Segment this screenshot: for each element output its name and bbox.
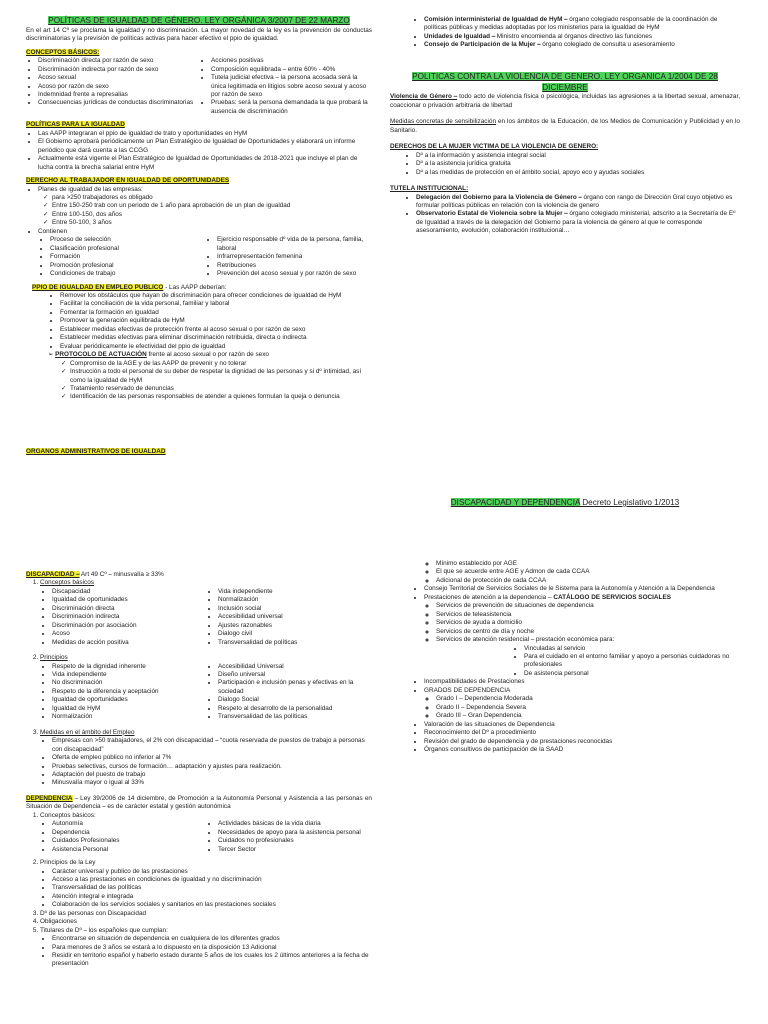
list-item: • Respeto al desarrollo de la personalidad: [218, 705, 372, 713]
discapacidad-list: 1. Conceptos básicos • Discapacidad • Igualdad de oportunidades • Discriminación directa • Discriminación indirecta • Discriminación por asociación • Acoso • Medidas de acción positiva • Vida independiente • Normalización • Inclusión social • Accesibilidad universal • Ajustes razonables • Dialogo civil • Transversalidad de políticas: [26, 579, 372, 647]
list-item: • Reconocimiento del Dº a procedimiento: [424, 729, 740, 737]
list-item: ◦ Servicios de prevención de situaciones de dependencia: [436, 602, 740, 610]
list-item: • Evaluar periódicamente le efectividad del ppio de igualdad: [60, 343, 372, 351]
list-item: ◦ Grado III – Gran Dependencia: [436, 712, 740, 720]
list-item: • Tercer Sector: [218, 846, 372, 854]
list-item: • Consecuencias jurídicas de conductas discriminatorias: [38, 99, 199, 107]
list-item: • Colaboración de los servicios sociales y sanitarios en las prestaciones sociales: [52, 901, 372, 909]
list-item: ◦ Grado II – Dependencia Severa: [436, 704, 740, 712]
intro-paragraph: En el art 14 Cº se proclama la igualdad y no discriminación. La mayor novedad de la ley es la prevención de conductas discriminatorias y la previsión de políticas activas para hacer efectivo el ppio de igualdad.: [26, 26, 372, 43]
list-item: • Normalización: [218, 596, 372, 604]
list-item: ✓ Entre 100-150, dos años: [52, 211, 372, 219]
list-item: ✓ Tratamiento reservado de denuncias: [70, 385, 372, 393]
list-item: • Vida independiente: [218, 588, 372, 596]
derechos-list: [390, 152, 740, 177]
list-item: • No discriminación: [52, 679, 206, 687]
list-item: • Igualdad de oportunidades: [52, 696, 206, 704]
bottom-left-column: [26, 571, 372, 969]
left-column: [26, 16, 372, 456]
list-item: • Indemnidad frente a represalias: [38, 91, 199, 99]
principios-block: 2. Principios • Respeto de la dignidad inherente • Vida independiente • No discriminación • Respeto de la diferencia y aceptación • Igualdad de oportunidades • Igualdad de HyM • Normalización • Accesibilidad Universal • Diseño universal • Participación e inclusión penas y efectivas en la sociedad • Dialogo Social • Respeto al desarrollo de la personalidad • Transversalidad de las políticas: [26, 654, 372, 722]
list-item: ◦ Servicios de teleasistencia: [436, 611, 740, 619]
list-item: • Transversalidad de políticas: [218, 639, 372, 647]
list-item: • Pruebas: será la persona demandada la que probará la ausencia de discriminación: [211, 99, 372, 116]
list-item: • Igualdad de HyM: [52, 705, 206, 713]
dependencia-heading: DEPENDENCIA ⎯ Ley 39/2006 de 14 diciembre, de Promoción a la Autonomía Personal y Asistencia a las personas en Situación de Dependencia ⎯ es de carácter estatal y gestión autonómica: [26, 794, 372, 811]
list-item: • Carácter universal y publico de las prestaciones: [52, 868, 372, 876]
list-item: • Dº a la información y asistencia integral social: [416, 152, 740, 160]
list-item: • Revisión del grado de dependencia y de prestaciones reconocidas: [424, 738, 740, 746]
list-item: • Prevención del acoso sexual y por razón de sexo: [217, 270, 372, 278]
conceptos-list-b: [199, 57, 372, 116]
list-item: • Clasificación profesional: [50, 245, 205, 253]
list-item: ✓ para >250 trabajadores es obligado: [52, 194, 372, 202]
protocolo-list: [48, 360, 372, 402]
conceptos-lists: [26, 57, 372, 116]
list-item: • Adaptación del puesto de trabajo: [52, 771, 372, 779]
list-item: ✓ Entre 150-250 trab con un periodo de 1 año para aprobación de un plan de igualdad: [52, 202, 372, 210]
planes-list: [38, 194, 372, 228]
list-item: • Asistencia Personal: [52, 846, 206, 854]
list-item: • Autonomía: [52, 820, 206, 828]
list-item: • Acoso por razón de sexo: [38, 83, 199, 91]
list-item: • Vida independiente: [52, 671, 206, 679]
list-item: • Medidas de acción positiva: [52, 639, 206, 647]
list-item: • Accesibilidad universal: [218, 613, 372, 621]
list-item: • Composición equilibrada ⎯ entre 60% - 40%: [211, 66, 372, 74]
pr-list-a: [40, 663, 206, 722]
list-item: • Discriminación por asociación: [52, 622, 206, 630]
final-list: [390, 721, 740, 755]
list-item: • Dº a las medidas de protección en el ámbito social, apoyo eco y ayudas sociales: [416, 169, 740, 177]
pr-list-b: [206, 663, 372, 722]
derecho-heading: DERECHO AL TRABAJADOR EN IGUALDAD DE OPORTUNIDADES: [26, 177, 230, 185]
politicas-heading: POLÍTICAS PARA LA IGUALDAD: [26, 121, 125, 129]
list-item: • Observatorio Estatal de Violencia sobre la Mujer ⎯ órgano colegiado ministerial, adscrito a la Secretaría de Eº de Igualdad a través de la delegación del Gobierno para la violencia de género al que le corresponde asesoramiento, evolución, colaboración institucional…: [416, 210, 740, 235]
discapacidad-heading: DISCAPACIDAD ⎯ Art 49 Cº ⎯ minusvalía ≥ 33%: [26, 571, 164, 578]
list-item: • Las AAPP integraran el ppio de igualdad de trato y oportunidades en HyM: [38, 130, 372, 138]
list-item: • Promover la generación equilibrada de HyM: [60, 317, 372, 325]
servicios-list: [424, 602, 740, 644]
list-item: • Necesidades de apoyo para la asistencia personal: [218, 829, 372, 837]
list-item: • Discriminación indirecta por razón de sexo: [38, 66, 199, 74]
list-item: ◦ Grado I – Dependencia Moderada: [436, 695, 740, 703]
list-item: • Actualmente está vigente el Plan Estratégico de Igualdad de Oportunidades de 2018-2021 que incluye el plan de lucha contra la brecha salarial entre HyM: [38, 155, 372, 172]
list-item: ◦ Servicios de centro de día y noche: [436, 628, 740, 636]
list-item: • Diseño universal: [218, 671, 372, 679]
dependencia-list: 1. Conceptos básicos: • Autonomía • Dependencia • Cuidados Profesionales • Asistencia Personal • Actividades básicas de la vida diaria • Necesidades de apoyo para la asistencia personal • Cuidados no profesionales • Tercer Sector 2. Principios de la Ley • Carácter universal y publico de las prestaciones • Acceso a las prestaciones en condiciones de igualdad y no discriminación • Transversalidad de las políticas • Atención integral e integrada • Colaboración de los servicios sociales y sanitarios en las prestaciones sociales 3. Dº de las personas con Discapacidad 4. Obligaciones 5. Titulares de Dº ⎯ los españoles que cumplan: • Encontrarse en situación de dependencia en cualquiera de los diferentes grados • Para menores de 3 años se estará a lo dispuesto en la disposición 13 Adicional • Residir en territorio español y haberlo estado durante 5 años de los cuales los 2 últimos anteriores a la fecha de presentación: [26, 812, 372, 969]
right-column: [390, 16, 740, 236]
bottom-right-column: [390, 560, 740, 754]
ppio-heading: PPIO DE IGUALDAD EN EMPLEO PUBLICO - Las AAPP deberían:: [32, 283, 227, 291]
list-item: ◦ Servicios de atención residencial ⎯ prestación económica para:: [436, 636, 740, 644]
conceptos-list-a: [26, 57, 199, 108]
list-item: • Establecer medidas efectivas de protección frente al acoso sexual o por razón de sexo: [60, 326, 372, 334]
list-item: • Retribuciones: [217, 262, 372, 270]
list-item: • Dº a la asistencia jurídica gratuita: [416, 160, 740, 168]
list-item: ✓ Entre 50-100, 3 años: [52, 219, 372, 227]
politicas-list: [26, 130, 372, 172]
list-item: • Comisión interministerial de Igualdad de HyM ⎯ órgano colegiado responsable de la coordinación de políticas públicas y medidas adoptadas por los ministerios para la igualdad de HyM: [424, 16, 740, 33]
list-item: • Encontrarse en situación de dependencia en cualquiera de los diferentes grados: [52, 935, 372, 943]
dep-principios-list: [40, 868, 372, 910]
list-item: • Valoración de las situaciones de Dependencia: [424, 721, 740, 729]
list-item: • Unidades de Igualdad ⎯ Ministro encomienda al órganos directivo las funciones: [424, 33, 740, 41]
contienen-list-a: [38, 236, 205, 278]
violencia-definition: Violencia de Género ⎯ todo acto de violencia física o psicológica, incluidas las agresiones a la libertad sexual, amenazar, coaccionar o privación arbitraria de libertad: [390, 93, 740, 109]
list-item: ✓ Instrucción a todo el personal de su deber de respetar la dignidad de las personas y si dº intimidad, así como la igualdad de HyM: [70, 368, 372, 385]
list-item: • El Gobierno aprobará periódicamente un Plan Estratégico de Igualdad de Oportunidades y elaborará un informe periódico que dará cuenta a las CCGG: [38, 138, 372, 155]
servicios-sub-list: [424, 645, 740, 679]
derecho-list: [26, 186, 372, 279]
empleo-list: [40, 737, 372, 788]
list-item: ◦ Servicios de ayuda a domicilio: [436, 619, 740, 627]
list-item: • Atención integral e integrada: [52, 893, 372, 901]
list-item: • Accesibilidad Universal: [218, 663, 372, 671]
organos-list: [390, 16, 740, 50]
list-item: • Participación e inclusión penas y efectivas en la sociedad: [218, 679, 372, 696]
dep-cb-list-a: [40, 820, 206, 854]
dependencia-right-list: • Consejo Territorial de Servicios Sociales de le Sistema para la Autonomía y Atención a la Dependencia • Prestaciones de atención a la dependencia – CATÁLOGO DE SERVICIOS SOCIALES ◦ Servicios de prevención de situaciones de dependencia ◦ Servicios de teleasistencia ◦ Servicios de ayuda a domicilio ◦ Servicios de centro de día y noche ◦ Servicios de atención residencial ⎯ prestación económica para: • Vinculadas al servicio • Para el cuidado en el entorno familiar y apoyo a personas cuidadoras no profesionales • De asistencia personal • Incompatibilidades de Prestaciones • GRADOS DE DEPENDENCIA ◦ Grado I – Dependencia Moderada ◦ Grado II – Dependencia Severa ◦ Grado III – Gran Dependencia: [390, 585, 740, 720]
section-title-violencia: POLITICAS CONTRA LA VIOLENCIA DE GENERO. LEY ORGANICA 1/2004 DE 28 DICIEMBRE: [412, 71, 718, 92]
derechos-heading: DERECHOS DE LA MUJER VICTIMA DE LA VIOLENCIA DE GENERO:: [390, 143, 599, 151]
list-item: • Inclusión social: [218, 605, 372, 613]
list-item: • De asistencia personal: [524, 670, 740, 678]
list-item: • Fomentar la formación en igualdad: [60, 309, 372, 317]
list-item: • Cuidados no profesionales: [218, 837, 372, 845]
list-item: • Tutela judicial efectiva – la persona acosada será la única legitimada en litigios sobre acoso sexual y acoso por razón de sexo: [211, 74, 372, 99]
list-item: • Respeto de la dignidad inherente: [52, 663, 206, 671]
contienen-list-b: [205, 236, 372, 278]
list-item: • Ejercicio responsable dº vida de la persona, familia, laboral: [217, 236, 372, 253]
list-item: • Residir en territorio español y haberlo estado durante 5 años de los cuales los 2 últimos anteriores a la fecha de presentación: [52, 952, 372, 969]
list-item: ◦ Mínimo establecido por AGE: [436, 560, 740, 568]
tutela-list: [390, 194, 740, 236]
list-item: ◦ El que se acuerde entre AGE y Admon de cada CCAA: [436, 568, 740, 576]
medidas-paragraph: Medidas concretas de sensibilización en los ámbitos de la Educación, de los Medios de Comunicación y Publicidad y en lo Sanitario.: [390, 118, 740, 134]
list-item: • Ajustes razonables: [218, 622, 372, 630]
list-item: • Discriminación directa por razón de sexo: [38, 57, 199, 65]
list-item: • Acceso a las prestaciones en condiciones de igualdad y no discriminación: [52, 876, 372, 884]
list-item: • Discriminación directa: [52, 605, 206, 613]
list-item: • Respeto de la diferencia y aceptación: [52, 688, 206, 696]
list-item: • Vinculadas al servicio: [524, 645, 740, 653]
list-item: • Remover los obstáculos que hayan de discriminación para ofrecer condiciones de igualdad de HyM: [60, 292, 372, 300]
list-item: • Acoso sexual: [38, 74, 199, 82]
list-item: • Delegación del Gobierno para la Violencia de Género ⎯ órgano con rango de Dirección Gral cuyo objetivo es formular políticas públicas en relación con la violencia de genero: [416, 194, 740, 211]
tutela-heading: TUTELA INSTITUCIONAL:: [390, 185, 469, 193]
protocolo-block: ➢ PROTOCOLO DE ACTUACIÓN frente al acoso sexual o por razón de sexo ✓ Compromiso de la AGE y de las AAPP de prevenir y no tolerar ✓ Instrucción a todo el personal de su deber de respetar la dignidad de las personas y si dº intimidad, así como la igualdad de HyM ✓ Tratamiento reservado de denuncias ✓ Identificación de las personas responsables de atender a quienes formulan la queja o denuncia: [26, 351, 372, 402]
empleo-block: 3. Medidas en el ámbito del Empleo • Empresas con >50 trabajadores, el 2% con discapacidad ⎯ “cuota reservada de puestos de trabajo a personas con discapacidad” • Oferta de empleo público no inferior al 7% • Pruebas selectivas, cursos de formación… adaptación y ajustes para realización. • Adaptación del puesto de trabajo • Minusvalía mayor o igual al 33%: [26, 729, 372, 788]
section-title-igualdad: POLÍTICAS DE IGUALDAD DE GÉNERO. LEY ORGÁNICA 3/2007 DE 22 MARZO: [48, 16, 350, 25]
list-item: • Dialogo civil: [218, 630, 372, 638]
list-item: • Transversalidad de las políticas: [52, 884, 372, 892]
list-item: • Actividades básicas de la vida diaria: [218, 820, 372, 828]
cb-list-a: [40, 588, 206, 647]
list-item: • Contienen • Proceso de selección • Clasificación profesional • Formación • Promoción profesional • Condiciones de trabajo • Ejercicio responsable dº vida de la persona, familia, laboral • Infrarrepresentación femenina • Retribuciones • Prevención del acoso sexual y por razón de sexo: [38, 228, 372, 279]
cb-list-b: [206, 588, 372, 647]
list-item: • Discapacidad: [52, 588, 206, 596]
list-item: • Discriminación indirecta: [52, 613, 206, 621]
list-item: • Cuidados Profesionales: [52, 837, 206, 845]
list-item: • Oferta de empleo público no inferior al 7%: [52, 754, 372, 762]
list-item: • Formación: [50, 253, 205, 261]
list-item: • Consejo de Participación de la Mujer ⎯ órgano colegiado de consulta u asesoramiento: [424, 41, 740, 49]
list-item: • Facilitar la conciliación de la vida personal, familiar y laboral: [60, 300, 372, 308]
list-item: • Pruebas selectivas, cursos de formación… adaptación y ajustes para realización.: [52, 763, 372, 771]
list-item: • Minusvalía mayor o igual al 33%: [52, 779, 372, 787]
list-item: • Normalización: [52, 713, 206, 721]
dep-cb-list-b: [206, 820, 372, 854]
list-item: • Condiciones de trabajo: [50, 270, 205, 278]
list-item: ✓ Compromiso de la AGE y de las AAPP de prevenir y no tolerar: [70, 360, 372, 368]
list-item: • Igualdad de oportunidades: [52, 596, 206, 604]
list-item: • Empresas con >50 trabajadores, el 2% con discapacidad ⎯ “cuota reservada de puestos de trabajo a personas con discapacidad”: [52, 737, 372, 754]
ppio-list: [26, 292, 372, 351]
minimo-list: [390, 560, 740, 585]
list-item: • Proceso de selección: [50, 236, 205, 244]
list-item: • Acoso: [52, 630, 206, 638]
list-item: • Órganos consultivos de participación de la SAAD: [424, 746, 740, 754]
list-item: • Transversalidad de las políticas: [218, 713, 372, 721]
conceptos-heading: CONCEPTOS BÁSICOS:: [26, 48, 100, 56]
list-item: • Para menores de 3 años se estará a lo dispuesto en la disposición 13 Adicional: [52, 944, 372, 952]
list-item: ◦ Adicional de protección de cada CCAA: [436, 577, 740, 585]
list-item: • Planes de igualdad de las empresas: ✓ para >250 trabajadores es obligado ✓ Entre 150-250 trab con un periodo de 1 año para aprobación de un plan de igualdad ✓ Entre 100-150, dos años ✓ Entre 50-100, 3 años: [38, 186, 372, 228]
list-item: • Dialogo Social: [218, 696, 372, 704]
list-item: • Infrarrepresentación femenina: [217, 253, 372, 261]
list-item: • Acciones positivas: [211, 57, 372, 65]
disc-title-block: [390, 498, 740, 509]
organos-heading: ORGANOS ADMINISTRATIVOS DE IGUALDAD: [26, 447, 166, 455]
list-item: • Establecer medidas efectivas para eliminar discriminación retribuida, directa o indirecta: [60, 334, 372, 342]
section-title-discapacidad: DISCAPACIDAD Y DEPENDENCIA Decreto Legislativo 1/2013: [450, 498, 680, 507]
list-item: • Dependencia: [52, 829, 206, 837]
grados-list: [424, 695, 740, 720]
titulares-list: [40, 935, 372, 969]
list-item: ✓ Identificación de las personas responsables de atender a quienes formulan la queja o denuncia: [70, 393, 372, 401]
list-item: • Promoción profesional: [50, 262, 205, 270]
list-item: • Para el cuidado en el entorno familiar y apoyo a personas cuidadoras no profesionales: [524, 653, 740, 670]
